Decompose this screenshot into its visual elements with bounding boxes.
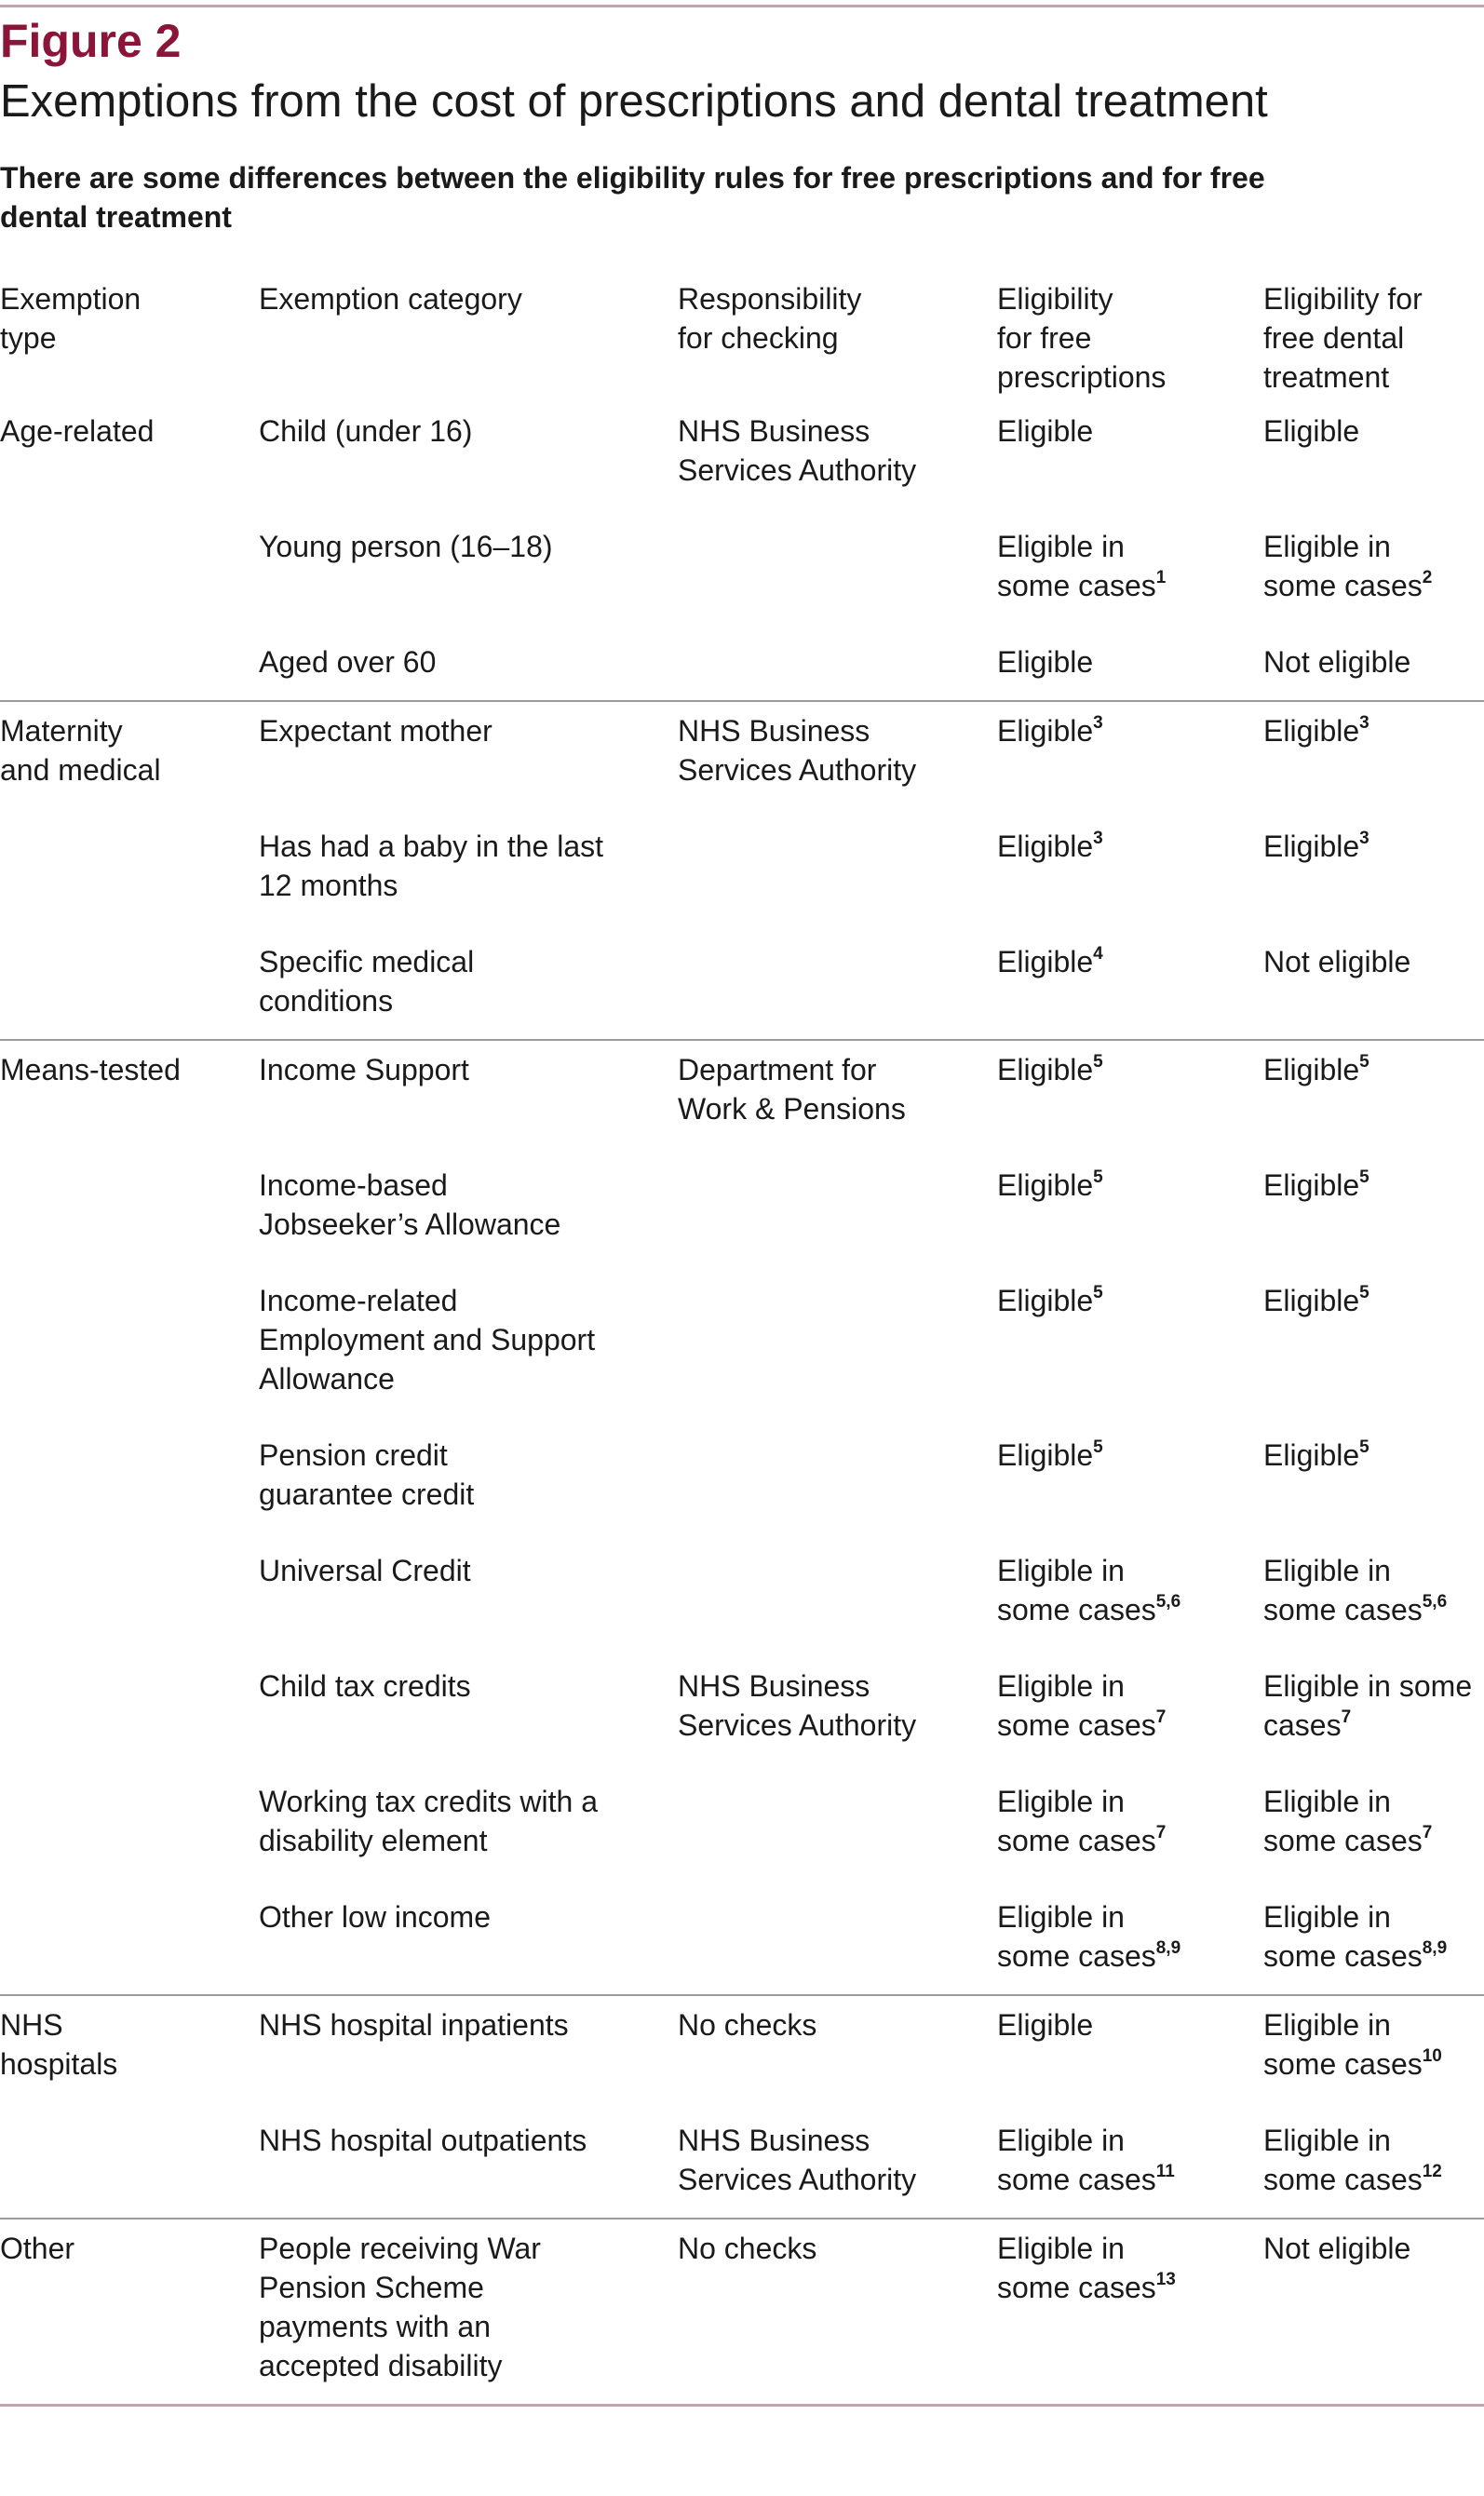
- cell-exemption-category: [259, 1782, 678, 1897]
- cell-dental-text: [1263, 711, 1484, 750]
- cell-responsibility: [678, 1995, 997, 2121]
- header-row: [0, 279, 1484, 412]
- eligibility-text: Not eligible: [1263, 2232, 1411, 2265]
- cell-prescriptions: [997, 1436, 1263, 1551]
- cell-dental: [1263, 2219, 1484, 2406]
- footnote-marker: 11: [1155, 2161, 1175, 2181]
- footnote-marker: 3: [1359, 712, 1369, 733]
- cell-exemption-category-text: Income Support: [259, 1053, 469, 1086]
- cell-dental: [1263, 1040, 1484, 1166]
- cell-dental: [1263, 827, 1484, 942]
- cell-dental: [1263, 412, 1484, 527]
- footnote-marker: 7: [1155, 1707, 1167, 1727]
- cell-exemption-category: [259, 1436, 678, 1551]
- cell-prescriptions: [997, 1995, 1263, 2121]
- cell-responsibility-text: NHS Business Services Authority: [678, 714, 917, 787]
- footnote-marker: 2: [1422, 567, 1433, 587]
- cell-prescriptions-text: [997, 1281, 1263, 1320]
- cell-prescriptions-text: [997, 1436, 1263, 1475]
- cell-prescriptions: [997, 1166, 1263, 1281]
- eligibility-text: Eligible: [997, 645, 1094, 679]
- footnote-marker: 5,6: [1155, 1591, 1181, 1612]
- header-dental: Eligibility for free dental treatment: [1263, 282, 1423, 394]
- cell-prescriptions: [997, 1551, 1263, 1666]
- cell-responsibility: [678, 1281, 997, 1436]
- footnote-marker: 5: [1359, 1282, 1369, 1302]
- eligibility-text: Eligible: [1263, 830, 1360, 863]
- cell-responsibility: [678, 527, 997, 642]
- cell-prescriptions: [997, 2121, 1263, 2219]
- cell-exemption-type: [0, 1551, 259, 1666]
- eligibility-text: Eligible: [997, 414, 1094, 448]
- cell-responsibility-text: No checks: [678, 2008, 817, 2042]
- cell-prescriptions-text: [997, 1050, 1263, 1089]
- footnote-marker: 5: [1359, 1167, 1369, 1187]
- footnote-marker: 3: [1359, 828, 1369, 848]
- cell-exemption-category-text: People receiving War Pension Scheme payments with an accepted disability: [259, 2232, 541, 2382]
- cell-exemption-category-text: Child tax credits: [259, 1669, 471, 1703]
- header-exemption-category: Exemption category: [259, 282, 522, 316]
- cell-prescriptions: [997, 642, 1263, 701]
- cell-exemption-category-text: Working tax credits with a disability element: [259, 1785, 598, 1857]
- cell-exemption-type: [0, 1897, 259, 1995]
- footnote-marker: 5: [1093, 1437, 1103, 1457]
- cell-exemption-category: [259, 1897, 678, 1995]
- cell-prescriptions-text: [997, 1897, 1263, 1976]
- cell-dental-text: [1263, 2005, 1484, 2084]
- cell-dental-text: [1263, 1551, 1484, 1629]
- cell-dental: [1263, 942, 1484, 1040]
- table-row: [0, 642, 1484, 701]
- table-row: [0, 701, 1484, 827]
- cell-responsibility-text: NHS Business Services Authority: [678, 2124, 917, 2196]
- cell-prescriptions-text: [997, 527, 1263, 605]
- cell-exemption-type: [0, 2219, 259, 2406]
- cell-dental-text: [1263, 1666, 1484, 1745]
- eligibility-text: Not eligible: [1263, 945, 1411, 978]
- cell-exemption-type: [0, 1666, 259, 1782]
- cell-exemption-type: [0, 527, 259, 642]
- cell-exemption-type-text: Maternity and medical: [0, 714, 161, 787]
- footnote-marker: 7: [1341, 1707, 1352, 1727]
- figure-title: Exemptions from the cost of prescriptions and dental treatment: [0, 76, 1268, 127]
- eligibility-text: Eligible in some cases: [1263, 2124, 1423, 2196]
- cell-responsibility-text: Department for Work & Pensions: [678, 1053, 906, 1126]
- figure-subtitle: There are some differences between the eligibility rules for free prescriptions and for free dental treatment: [0, 161, 1265, 234]
- cell-prescriptions-text: [997, 2229, 1263, 2307]
- cell-responsibility-text: NHS Business Services Authority: [678, 1669, 917, 1742]
- cell-exemption-category: [259, 942, 678, 1040]
- cell-exemption-type: [0, 701, 259, 827]
- footnote-marker: 5: [1093, 1282, 1103, 1302]
- table-header: [0, 279, 1484, 412]
- cell-responsibility: [678, 642, 997, 701]
- cell-exemption-category: [259, 412, 678, 527]
- footnote-marker: 3: [1093, 712, 1103, 733]
- cell-dental-text: [1263, 2229, 1484, 2268]
- eligibility-text: Eligible in some cases: [1263, 1669, 1473, 1742]
- cell-dental: [1263, 642, 1484, 701]
- cell-responsibility-text: No checks: [678, 2232, 817, 2265]
- cell-dental: [1263, 2121, 1484, 2219]
- cell-prescriptions-text: [997, 2121, 1263, 2199]
- header-prescriptions: Eligibility for free prescriptions: [997, 282, 1167, 394]
- cell-prescriptions: [997, 1782, 1263, 1897]
- cell-prescriptions: [997, 1281, 1263, 1436]
- cell-responsibility: [678, 1666, 997, 1782]
- footnote-marker: 7: [1422, 1822, 1433, 1842]
- cell-dental: [1263, 1436, 1484, 1551]
- eligibility-text: Eligible: [1263, 714, 1360, 748]
- cell-dental-text: [1263, 642, 1484, 681]
- cell-exemption-category-text: Income-based Jobseeker’s Allowance: [259, 1168, 561, 1241]
- footnote-marker: 5: [1093, 1167, 1103, 1187]
- table-row: [0, 1995, 1484, 2121]
- cell-prescriptions: [997, 701, 1263, 827]
- cell-exemption-type: [0, 1040, 259, 1166]
- cell-prescriptions: [997, 827, 1263, 942]
- cell-exemption-category-text: Income-related Employment and Support Allowance: [259, 1284, 596, 1396]
- table-row: [0, 1166, 1484, 1281]
- cell-prescriptions: [997, 527, 1263, 642]
- eligibility-text: Eligible in some cases: [997, 1900, 1156, 1973]
- eligibility-text: Eligible: [1263, 1284, 1360, 1317]
- cell-prescriptions-text: [997, 1551, 1263, 1629]
- cell-dental-text: [1263, 1166, 1484, 1205]
- header-exemption-type: Exemption type: [0, 282, 142, 355]
- eligibility-text: Eligible in some cases: [1263, 1900, 1423, 1973]
- footnote-marker: 5: [1359, 1051, 1369, 1072]
- cell-exemption-type-text: Other: [0, 2232, 75, 2265]
- cell-dental: [1263, 701, 1484, 827]
- cell-exemption-category: [259, 642, 678, 701]
- cell-exemption-type: [0, 642, 259, 701]
- cell-exemption-type: [0, 942, 259, 1040]
- cell-prescriptions: [997, 942, 1263, 1040]
- cell-exemption-type: [0, 1782, 259, 1897]
- cell-exemption-type: [0, 412, 259, 527]
- cell-responsibility: [678, 1782, 997, 1897]
- eligibility-text: Eligible in some cases: [1263, 1554, 1423, 1626]
- eligibility-text: Eligible in some cases: [1263, 1785, 1423, 1857]
- footnote-marker: 10: [1422, 2045, 1442, 2066]
- eligibility-text: Eligible: [997, 2008, 1094, 2042]
- cell-exemption-category-text: Pension credit guarantee credit: [259, 1438, 475, 1511]
- cell-dental: [1263, 1897, 1484, 1995]
- cell-prescriptions: [997, 1040, 1263, 1166]
- cell-exemption-type: [0, 1436, 259, 1551]
- cell-prescriptions-text: [997, 642, 1263, 681]
- eligibility-text: Eligible in some cases: [1263, 530, 1423, 602]
- cell-exemption-type: [0, 1281, 259, 1436]
- cell-exemption-category-text: Has had a baby in the last 12 months: [259, 830, 604, 902]
- footnote-marker: 5: [1093, 1051, 1103, 1072]
- cell-exemption-category: [259, 527, 678, 642]
- cell-responsibility: [678, 2219, 997, 2406]
- cell-dental-text: [1263, 1281, 1484, 1320]
- cell-prescriptions: [997, 2219, 1263, 2406]
- table-row: [0, 1782, 1484, 1897]
- eligibility-text: Eligible in some cases: [997, 2232, 1156, 2304]
- footnote-marker: 5: [1359, 1437, 1369, 1457]
- cell-prescriptions: [997, 412, 1263, 527]
- footnote-marker: 4: [1093, 943, 1103, 964]
- table-row: [0, 1897, 1484, 1995]
- table-row: [0, 1040, 1484, 1166]
- table-row: [0, 2219, 1484, 2406]
- eligibility-text: Eligible: [997, 945, 1094, 978]
- cell-dental-text: [1263, 1050, 1484, 1089]
- cell-exemption-category: [259, 2219, 678, 2406]
- cell-prescriptions-text: [997, 711, 1263, 750]
- eligibility-text: Eligible: [997, 830, 1094, 863]
- cell-exemption-category-text: NHS hospital inpatients: [259, 2008, 569, 2042]
- cell-exemption-category-text: NHS hospital outpatients: [259, 2124, 587, 2157]
- footnote-marker: 3: [1093, 828, 1103, 848]
- cell-exemption-category: [259, 1995, 678, 2121]
- cell-dental: [1263, 1782, 1484, 1897]
- footnote-marker: 8,9: [1422, 1937, 1448, 1958]
- cell-prescriptions-text: [997, 412, 1263, 451]
- table-row: [0, 2121, 1484, 2219]
- cell-responsibility: [678, 827, 997, 942]
- cell-dental-text: [1263, 942, 1484, 981]
- cell-dental-text: [1263, 527, 1484, 605]
- cell-responsibility: [678, 701, 997, 827]
- cell-exemption-type: [0, 827, 259, 942]
- cell-exemption-category-text: Child (under 16): [259, 414, 473, 448]
- figure-label: Figure 2: [0, 15, 182, 67]
- footnote-marker: 1: [1155, 567, 1167, 587]
- cell-prescriptions-text: [997, 2005, 1263, 2044]
- cell-dental: [1263, 1995, 1484, 2121]
- eligibility-text: Eligible: [997, 714, 1094, 748]
- cell-responsibility: [678, 2121, 997, 2219]
- footnote-marker: 5,6: [1422, 1591, 1448, 1612]
- cell-responsibility: [678, 1040, 997, 1166]
- cell-exemption-category: [259, 1166, 678, 1281]
- cell-exemption-category-text: Other low income: [259, 1900, 491, 1934]
- cell-dental-text: [1263, 1436, 1484, 1475]
- table-row: [0, 1551, 1484, 1666]
- eligibility-text: Eligible: [1263, 1168, 1360, 1202]
- eligibility-text: Eligible: [1263, 1053, 1360, 1086]
- footnote-marker: 12: [1422, 2161, 1442, 2181]
- eligibility-text: Eligible: [997, 1168, 1094, 1202]
- cell-responsibility: [678, 1436, 997, 1551]
- cell-dental-text: [1263, 2121, 1484, 2199]
- cell-prescriptions-text: [997, 1166, 1263, 1205]
- eligibility-text: Not eligible: [1263, 645, 1411, 679]
- table-row: [0, 1436, 1484, 1551]
- cell-prescriptions-text: [997, 827, 1263, 866]
- cell-dental-text: [1263, 827, 1484, 866]
- footnote-marker: 7: [1155, 1822, 1167, 1842]
- cell-exemption-category: [259, 1040, 678, 1166]
- eligibility-text: Eligible: [997, 1053, 1094, 1086]
- cell-prescriptions-text: [997, 1666, 1263, 1745]
- cell-responsibility: [678, 1551, 997, 1666]
- table-row: [0, 412, 1484, 527]
- top-rule: [0, 5, 1484, 7]
- cell-exemption-category-text: Specific medical conditions: [259, 945, 475, 1018]
- cell-exemption-category: [259, 701, 678, 827]
- cell-exemption-category-text: Expectant mother: [259, 714, 492, 748]
- cell-dental: [1263, 1281, 1484, 1436]
- cell-prescriptions: [997, 1897, 1263, 1995]
- cell-responsibility: [678, 942, 997, 1040]
- cell-dental: [1263, 1551, 1484, 1666]
- eligibility-text: Eligible: [1263, 414, 1360, 448]
- header-responsibility: Responsibility for checking: [678, 282, 862, 355]
- eligibility-text: Eligible in some cases: [997, 1669, 1156, 1742]
- cell-dental: [1263, 1666, 1484, 1782]
- table-row: [0, 942, 1484, 1040]
- cell-exemption-category: [259, 827, 678, 942]
- cell-exemption-category: [259, 1551, 678, 1666]
- exemptions-table: [0, 279, 1484, 2407]
- eligibility-text: Eligible in some cases: [997, 1554, 1156, 1626]
- table-body: [0, 412, 1484, 2406]
- table-row: [0, 827, 1484, 942]
- cell-dental-text: [1263, 412, 1484, 451]
- cell-prescriptions-text: [997, 942, 1263, 981]
- table-row: [0, 527, 1484, 642]
- eligibility-text: Eligible: [997, 1284, 1094, 1317]
- eligibility-text: Eligible in some cases: [997, 2124, 1156, 2196]
- footnote-marker: 8,9: [1155, 1937, 1181, 1958]
- cell-dental-text: [1263, 1897, 1484, 1976]
- cell-exemption-type: [0, 2121, 259, 2219]
- cell-exemption-category-text: Aged over 60: [259, 645, 437, 679]
- footnote-marker: 13: [1155, 2269, 1176, 2289]
- table-row: [0, 1281, 1484, 1436]
- table-row: [0, 1666, 1484, 1782]
- cell-exemption-type-text: Age-related: [0, 414, 155, 448]
- eligibility-text: Eligible in some cases: [997, 1785, 1156, 1857]
- eligibility-text: Eligible in some cases: [997, 530, 1156, 602]
- eligibility-text: Eligible: [997, 1438, 1094, 1472]
- cell-exemption-category: [259, 2121, 678, 2219]
- cell-prescriptions: [997, 1666, 1263, 1782]
- cell-responsibility-text: NHS Business Services Authority: [678, 414, 917, 487]
- cell-exemption-type-text: Means-tested: [0, 1053, 181, 1086]
- cell-dental-text: [1263, 1782, 1484, 1860]
- cell-exemption-type: [0, 1995, 259, 2121]
- eligibility-text: Eligible in some cases: [1263, 2008, 1423, 2081]
- cell-responsibility: [678, 412, 997, 527]
- cell-exemption-category: [259, 1666, 678, 1782]
- cell-prescriptions-text: [997, 1782, 1263, 1860]
- eligibility-text: Eligible: [1263, 1438, 1360, 1472]
- cell-responsibility: [678, 1897, 997, 1995]
- cell-dental: [1263, 1166, 1484, 1281]
- cell-responsibility: [678, 1166, 997, 1281]
- cell-exemption-category-text: Young person (16–18): [259, 530, 553, 563]
- cell-exemption-type: [0, 1166, 259, 1281]
- cell-exemption-category-text: Universal Credit: [259, 1554, 471, 1587]
- cell-exemption-type-text: NHS hospitals: [0, 2008, 118, 2081]
- cell-dental: [1263, 527, 1484, 642]
- cell-exemption-category: [259, 1281, 678, 1436]
